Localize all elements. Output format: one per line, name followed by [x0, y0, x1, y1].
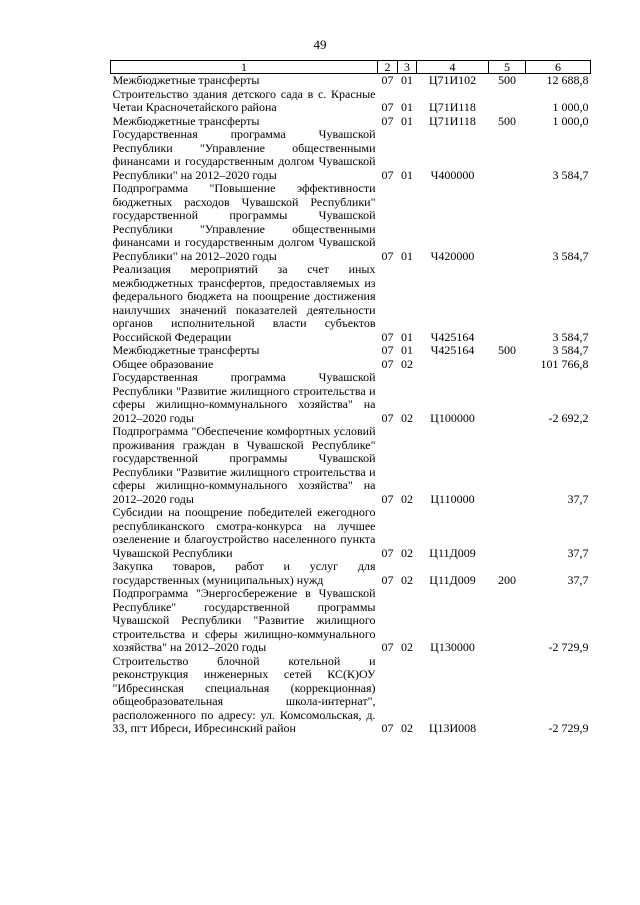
table-row: [111, 74, 591, 88]
row-amount-cell: -2 729,9: [548, 640, 589, 654]
column-header: 4: [417, 61, 489, 74]
row-section-cell: 07: [381, 545, 394, 560]
row-target-article-cell: Ц13И008: [428, 721, 477, 735]
row-target-article-cell: Ч420000: [430, 248, 475, 263]
row-amount-cell: 3 584,7: [552, 343, 589, 357]
row-name-cell: Строительство здания детского сада в с. Красные Четаи Красночетайского района: [112, 86, 376, 114]
row-target-article-cell: Ц11Д009: [429, 572, 476, 587]
row-expense-type-cell: [489, 655, 526, 736]
row-name-cell: Подпрограмма "Повышение эффективности бюджетных расходов Чувашской Республики" государственной программы Чувашской Республики "Управление общественными финансами и государственным долгом Чувашской Республики" на 2012–2020 годы: [112, 181, 376, 263]
row-section-cell: 07: [381, 113, 394, 128]
row-target-article-cell: Ц71И118: [429, 100, 476, 114]
row-amount-cell: 101 766,8: [540, 356, 589, 371]
table-header-row: [111, 61, 591, 74]
row-expense-type-cell: [489, 88, 526, 115]
table-row: [111, 371, 591, 425]
row-section-cell: 07: [381, 167, 394, 182]
row-name-cell: Субсидии на поощрение победителей ежегодного республиканского смотра-конкурса на лучшее озеленение и благоустройство населенного пункта Чувашской Республики: [112, 505, 376, 560]
row-subsection-cell: 01: [401, 329, 413, 344]
row-target-article-cell: Ч425164: [430, 329, 475, 344]
row-section-cell: 07: [381, 329, 394, 344]
row-amount-cell: 12 688,8: [546, 73, 589, 87]
row-target-article-cell: Ц71И102: [428, 73, 477, 87]
column-header: 5: [489, 61, 526, 74]
row-section-cell: 07: [381, 356, 394, 371]
row-name-cell: Государственная программа Чувашской Республики "Развитие жилищного строительства и сферы жилищно-коммунального хозяйства" на 2012–2020 годы: [112, 370, 376, 425]
table-row: [111, 128, 591, 182]
row-target-article-cell: Ц110000: [430, 491, 475, 506]
row-section-cell: 07: [381, 73, 394, 87]
row-expense-type-cell: 500: [498, 343, 516, 357]
row-name-cell: Общее образование: [112, 356, 214, 371]
row-amount-cell: 37,7: [567, 491, 589, 506]
row-subsection-cell: 01: [401, 100, 413, 114]
row-expense-type-cell: 200: [498, 572, 516, 587]
row-name-cell: Подпрограмма "Энергосбережение в Чувашской Республике" государственной программы Чувашской Республики "Развитие жилищного строительства и сферы жилищно-коммунального хозяйства" на 2012–2020 годы: [112, 586, 376, 654]
table-row: [111, 115, 591, 129]
row-name-cell: Межбюджетные трансферты: [112, 73, 260, 87]
row-section-cell: 07: [381, 248, 394, 263]
row-target-article-cell: Ч400000: [430, 167, 475, 182]
table-row: [111, 655, 591, 736]
table-row: [111, 560, 591, 587]
row-name-cell: Межбюджетные трансферты: [112, 343, 260, 357]
row-name-cell: Подпрограмма "Обеспечение комфортных условий проживания граждан в Чувашской Республике" государственной программы Чувашской Республики "Развитие жилищного строительства и сферы жилищно-коммунального хозяйства" на 2012–2020 годы: [112, 424, 376, 506]
row-name-cell: Государственная программа Чувашской Республики "Управление общественными финансами и государственным долгом Чувашской Республики" на 2012–2020 годы: [112, 127, 376, 182]
row-name-cell: Закупка товаров, работ и услуг для государственных (муниципальных) нужд: [112, 559, 376, 587]
row-expense-type-cell: [489, 587, 526, 655]
row-expense-type-cell: 500: [498, 73, 516, 87]
row-subsection-cell: 01: [401, 113, 413, 128]
table-row: [111, 344, 591, 358]
row-name-cell: Реализация мероприятий за счет иных межбюджетных трансфертов, предоставляемых из федерального бюджета на поощрение достижения наилучших значений показателей деятельности органов исполнительной власти субъектов Российской Федерации: [112, 262, 376, 344]
row-amount-cell: 1 000,0: [552, 113, 589, 128]
row-expense-type-cell: [489, 358, 526, 372]
row-section-cell: 07: [381, 572, 394, 587]
row-amount-cell: 3 584,7: [552, 248, 589, 263]
column-header: 6: [526, 61, 591, 74]
row-expense-type-cell: [489, 263, 526, 344]
row-amount-cell: 3 584,7: [552, 329, 589, 344]
table-row: [111, 425, 591, 506]
column-header: 1: [111, 61, 378, 74]
row-target-article-cell: Ц11Д009: [429, 545, 476, 560]
row-subsection-cell: 02: [401, 545, 413, 560]
column-header: 2: [378, 61, 398, 74]
table-row: [111, 506, 591, 560]
row-target-article-cell: Ц71И118: [429, 113, 476, 128]
row-section-cell: 07: [381, 491, 394, 506]
column-header: 3: [398, 61, 417, 74]
row-target-article-cell: [417, 358, 489, 372]
row-section-cell: 07: [381, 721, 394, 735]
row-subsection-cell: 01: [401, 73, 413, 87]
row-name-cell: Межбюджетные трансферты: [112, 113, 260, 128]
row-subsection-cell: 01: [401, 343, 413, 357]
row-amount-cell: 1 000,0: [552, 100, 589, 114]
table-row: [111, 88, 591, 115]
table-row: [111, 358, 591, 372]
row-target-article-cell: Ц100000: [430, 410, 475, 425]
row-section-cell: 07: [381, 343, 394, 357]
row-expense-type-cell: [489, 182, 526, 263]
row-subsection-cell: 02: [401, 356, 413, 371]
row-subsection-cell: 01: [401, 167, 413, 182]
row-section-cell: 07: [381, 410, 394, 425]
row-section-cell: 07: [381, 100, 394, 114]
row-target-article-cell: Ц130000: [430, 640, 475, 654]
row-expense-type-cell: [489, 425, 526, 506]
row-amount-cell: 3 584,7: [552, 167, 589, 182]
page-number: 49: [313, 37, 327, 52]
table-row: [111, 263, 591, 344]
row-amount-cell: -2 729,9: [548, 721, 589, 735]
table-row: [111, 182, 591, 263]
row-expense-type-cell: [489, 506, 526, 560]
row-amount-cell: 37,7: [567, 545, 589, 560]
row-amount-cell: -2 692,2: [548, 410, 589, 425]
row-target-article-cell: Ч425164: [430, 343, 475, 357]
row-subsection-cell: 02: [401, 410, 413, 425]
row-subsection-cell: 01: [401, 248, 413, 263]
budget-table: [110, 60, 591, 736]
row-subsection-cell: 02: [401, 721, 413, 735]
row-subsection-cell: 02: [401, 572, 413, 587]
row-subsection-cell: 02: [401, 640, 413, 654]
table-row: [111, 587, 591, 655]
row-section-cell: 07: [381, 640, 394, 654]
row-name-cell: Строительство блочной котельной и реконструкция инженерных сетей КС(К)ОУ "Ибресинская специальная (коррекционная) общеобразовательная школа-интернат", расположенного по адресу: ул. Комсомольская, д. 33, пгт Ибреси, Ибресинский район: [112, 653, 376, 735]
row-expense-type-cell: 500: [498, 113, 516, 128]
row-amount-cell: 37,7: [567, 572, 589, 587]
row-expense-type-cell: [489, 128, 526, 182]
row-expense-type-cell: [489, 371, 526, 425]
row-subsection-cell: 02: [401, 491, 413, 506]
